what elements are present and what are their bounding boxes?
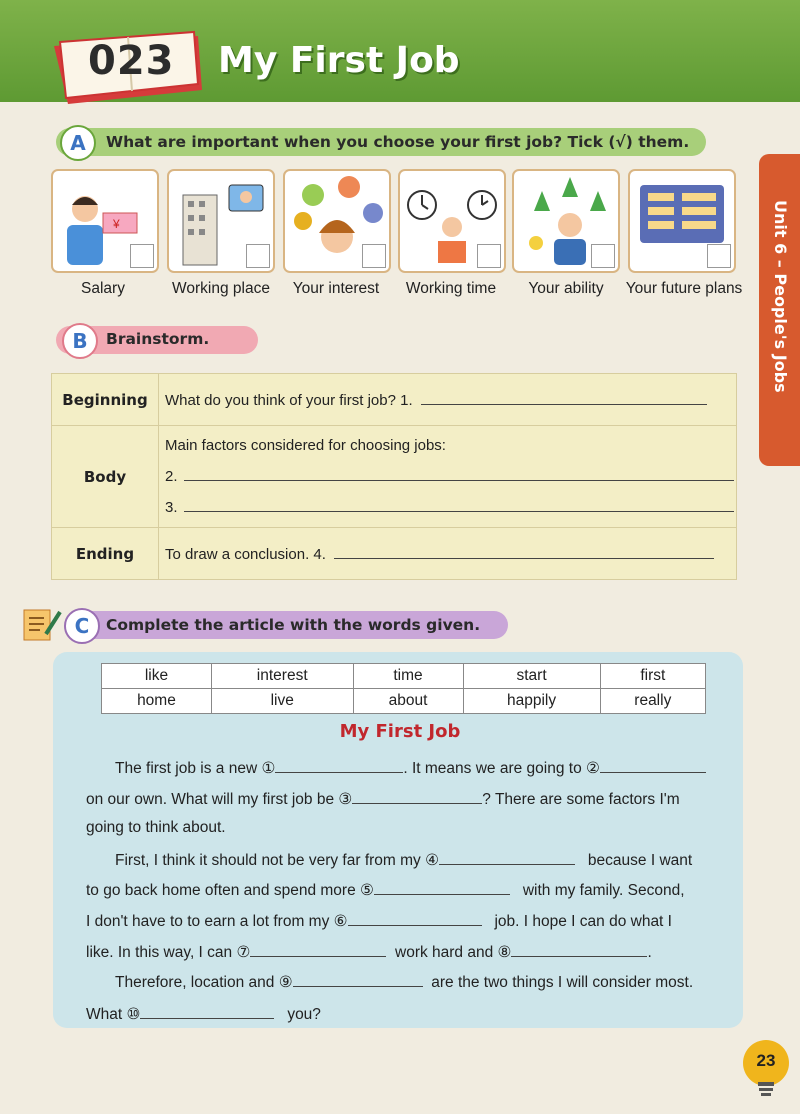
article-text: on our own. What will my first job be ③ <box>86 791 353 808</box>
writing-pad-icon <box>22 606 62 642</box>
option-label: Your interest <box>292 280 380 297</box>
word-bank-cell: first <box>600 664 705 689</box>
article-text: The first job is a new ① <box>115 760 276 777</box>
section-c-letter: C <box>64 608 100 644</box>
section-b-instruction: Brainstorm. <box>106 330 210 348</box>
tick-box-future-plans[interactable] <box>707 244 731 268</box>
page-title: My First Job <box>218 40 460 81</box>
word-bank-cell: about <box>353 689 463 714</box>
brainstorm-item-3: 3. <box>165 499 178 516</box>
word-bank-cell: time <box>353 664 463 689</box>
brainstorm-prompt-ending: To draw a conclusion. 4. <box>165 546 326 563</box>
option-card-salary[interactable] <box>51 169 159 273</box>
word-bank-cell: start <box>463 664 600 689</box>
tick-box-working-time[interactable] <box>477 244 501 268</box>
blank-10[interactable] <box>140 1003 274 1019</box>
word-bank-cell: happily <box>463 689 600 714</box>
blank-6[interactable] <box>348 910 482 926</box>
article-line <box>86 879 726 900</box>
article-text: What ⑩ <box>86 1006 141 1023</box>
blank-2[interactable] <box>600 757 706 773</box>
option-card-working-time[interactable] <box>398 169 506 273</box>
brainstorm-item-2: 2. <box>165 468 178 485</box>
tick-box-salary[interactable] <box>130 244 154 268</box>
article-text: work hard and ⑧ <box>395 944 512 961</box>
tick-box-working-place[interactable] <box>246 244 270 268</box>
article-title: My First Job <box>339 721 461 742</box>
word-bank-cell: live <box>211 689 353 714</box>
page-number: 23 <box>743 1040 789 1086</box>
section-c-instruction: Complete the article with the words given. <box>106 616 481 634</box>
article-text: . <box>647 944 652 961</box>
answer-line-4[interactable] <box>334 544 714 559</box>
blank-4[interactable] <box>439 849 575 865</box>
word-bank-cell: home <box>102 689 212 714</box>
svg-text:¥: ¥ <box>113 217 120 231</box>
article-text: First, I think it should not be very far from my ④ <box>115 852 439 869</box>
blank-8[interactable] <box>511 941 647 957</box>
answer-line-2[interactable] <box>184 466 734 481</box>
option-label: Your future plans <box>625 280 743 297</box>
blank-1[interactable] <box>275 757 403 773</box>
option-label: Working time <box>405 280 497 297</box>
brainstorm-prompt-beginning: What do you think of your first job? 1. <box>165 392 413 409</box>
brainstorm-table <box>51 373 737 580</box>
blank-3[interactable] <box>352 788 482 804</box>
article-text: Therefore, location and ⑨ <box>115 974 293 991</box>
article-text: because I want <box>587 852 693 869</box>
option-card-interest[interactable] <box>283 169 391 273</box>
lesson-number: 023 <box>88 38 175 84</box>
article-text: are the two things I will consider most. <box>431 974 694 991</box>
tick-box-interest[interactable] <box>362 244 386 268</box>
section-a-instruction: What are important when you choose your first job? Tick (√) them. <box>106 133 690 151</box>
blank-9[interactable] <box>293 971 423 987</box>
article-text: with my family. Second, <box>522 882 685 899</box>
article-text: I don't have to to earn a lot from my ⑥ <box>86 913 348 930</box>
article-line <box>86 788 726 809</box>
unit-side-tab-label: Unit 6 – People's Jobs <box>771 200 790 393</box>
article-text: ? There are some factors I'm <box>482 791 680 808</box>
option-card-ability[interactable] <box>512 169 620 273</box>
word-bank <box>101 663 706 714</box>
option-label: Working place <box>172 280 270 297</box>
brainstorm-prompt-body: Main factors considered for choosing jobs: <box>165 437 446 454</box>
article-text: you? <box>287 1006 321 1023</box>
word-bank-cell: interest <box>211 664 353 689</box>
option-card-future-plans[interactable] <box>628 169 736 273</box>
brainstorm-heading-body: Body <box>52 426 159 528</box>
section-b-letter: B <box>62 323 98 359</box>
article-text: to go back home often and spend more ⑤ <box>86 882 374 899</box>
article-line <box>115 849 755 870</box>
option-label: Salary <box>81 280 125 297</box>
word-bank-cell: really <box>600 689 705 714</box>
blank-5[interactable] <box>374 879 510 895</box>
article-line <box>86 910 726 931</box>
article-line <box>115 971 755 992</box>
answer-line-1[interactable] <box>421 390 707 405</box>
brainstorm-heading-beginning: Beginning <box>52 374 159 426</box>
answer-line-3[interactable] <box>184 497 734 512</box>
bulb-base-icon <box>756 1082 776 1098</box>
option-label: Your ability <box>528 280 604 297</box>
option-card-working-place[interactable] <box>167 169 275 273</box>
article-text: like. In this way, I can ⑦ <box>86 944 251 961</box>
article-text: job. I hope I can do what I <box>494 913 672 930</box>
tick-box-ability[interactable] <box>591 244 615 268</box>
article-text: going to think about. <box>86 819 226 836</box>
blank-7[interactable] <box>250 941 386 957</box>
brainstorm-heading-ending: Ending <box>52 528 159 580</box>
article-line <box>115 757 755 778</box>
section-a-letter: A <box>60 125 96 161</box>
article-line <box>86 1003 726 1024</box>
article-text: . It means we are going to ② <box>403 760 600 777</box>
article-line <box>86 941 726 962</box>
article-line <box>86 819 726 837</box>
word-bank-cell: like <box>102 664 212 689</box>
